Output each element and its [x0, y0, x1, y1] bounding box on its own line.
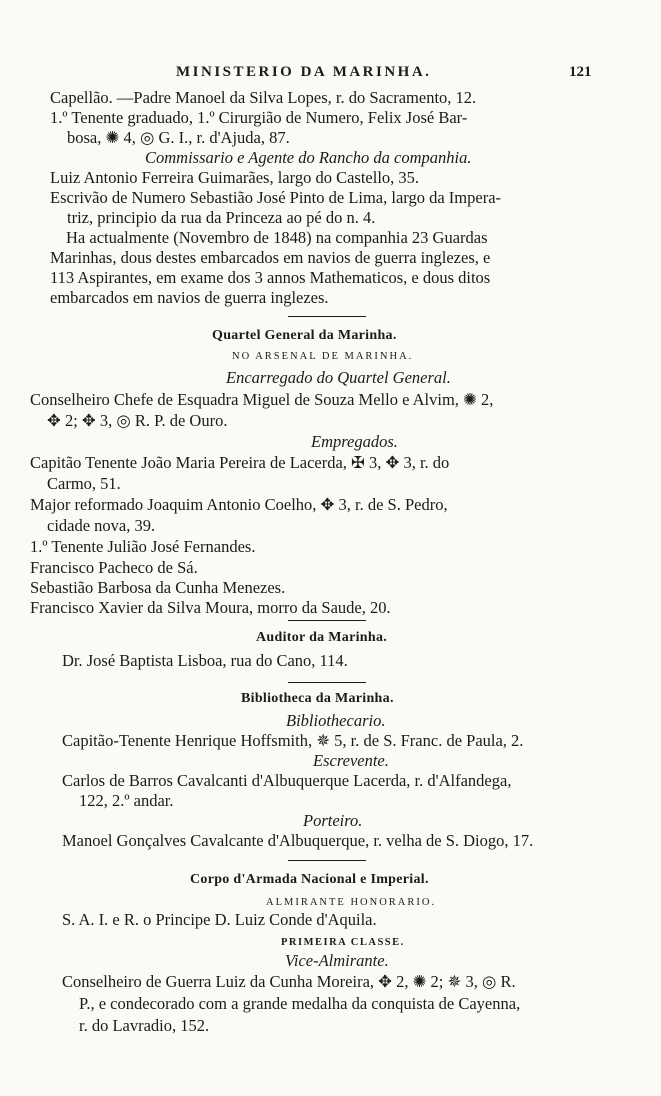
text-line-2: 1.º Tenente graduado, 1.º Cirurgião de Numero, Felix José Bar-	[50, 108, 468, 127]
text-line-24: Carlos de Barros Cavalcanti d'Albuquerque Lacerda, r. d'Alfandega,	[62, 771, 512, 790]
text-line-20: Sebastião Barbosa da Cunha Menezes.	[30, 578, 286, 597]
text-line-5: Luiz Antonio Ferreira Guimarães, largo do Castello, 35.	[50, 168, 420, 187]
running-header-title: MINISTERIO DA MARINHA.	[176, 64, 432, 80]
subheading-commissario: Commissario e Agente do Rancho da companhia.	[145, 148, 472, 167]
section-title-auditor: Auditor da Marinha.	[256, 630, 388, 645]
subheading-porteiro: Porteiro.	[303, 811, 363, 830]
section-divider	[288, 860, 366, 861]
text-line-1: Capellão. —Padre Manoel da Silva Lopes, r. do Sacramento, 12.	[50, 88, 477, 107]
text-line-22: Dr. José Baptista Lisboa, rua do Cano, 114.	[62, 651, 348, 670]
text-line-26: Manoel Gonçalves Cavalcante d'Albuquerque, r. velha de S. Diogo, 17.	[62, 831, 534, 850]
text-line-10: 113 Aspirantes, em exame dos 3 annos Mathematicos, e dous ditos	[50, 268, 491, 287]
text-line-12: Conselheiro Chefe de Esquadra Miguel de Souza Mello e Alvim, ✺ 2,	[30, 390, 494, 409]
subheading-empregados: Empregados.	[311, 432, 398, 451]
text-line-18: 1.º Tenente Julião José Fernandes.	[30, 537, 256, 556]
text-line-13: ✥ 2; ✥ 3, ◎ R. P. de Ouro.	[47, 411, 228, 430]
subheading-encarregado: Encarregado do Quartel General.	[226, 368, 451, 387]
text-line-19: Francisco Pacheco de Sá.	[30, 558, 198, 577]
text-line-15: Carmo, 51.	[47, 474, 121, 493]
subheading-vice-almirante: Vice-Almirante.	[285, 951, 389, 970]
text-line-25: 122, 2.º andar.	[79, 791, 174, 810]
subheading-escrevente: Escrevente.	[313, 751, 389, 770]
text-line-9: Marinhas, dous destes embarcados em navios de guerra inglezes, e	[50, 248, 491, 267]
text-line-6: Escrivão de Numero Sebastião José Pinto de Lima, largo da Impera-	[50, 188, 502, 207]
text-line-3: bosa, ✺ 4, ◎ G. I., r. d'Ajuda, 87.	[67, 128, 290, 147]
page-number: 121	[569, 64, 592, 80]
subheading-bibliothecario: Bibliothecario.	[286, 711, 386, 730]
text-line-16: Major reformado Joaquim Antonio Coelho, ✥ 3, r. de S. Pedro,	[30, 495, 448, 514]
section-divider	[288, 620, 366, 621]
text-line-28: Conselheiro de Guerra Luiz da Cunha Moreira, ✥ 2, ✺ 2; ✵ 3, ◎ R.	[62, 972, 516, 991]
section-title-quartel-general: Quartel General da Marinha.	[212, 328, 397, 343]
text-line-17: cidade nova, 39.	[47, 516, 156, 535]
text-line-21: Francisco Xavier da Silva Moura, morro da Saude, 20.	[30, 598, 391, 617]
text-line-29: P., e condecorado com a grande medalha da conquista de Cayenna,	[79, 994, 521, 1013]
text-line-11: embarcados em navios de guerra inglezes.	[50, 288, 329, 307]
text-line-7: triz, principio da rua da Princeza ao pé do n. 4.	[67, 208, 376, 227]
section-subtitle-arsenal: NO ARSENAL DE MARINHA.	[232, 351, 414, 362]
text-line-23: Capitão-Tenente Henrique Hoffsmith, ✵ 5, r. de S. Franc. de Paula, 2.	[62, 731, 524, 750]
section-subtitle-almirante: ALMIRANTE HONORARIO.	[266, 897, 437, 908]
section-divider	[288, 316, 366, 317]
text-line-30: r. do Lavradio, 152.	[79, 1016, 210, 1035]
section-title-corpo-armada: Corpo d'Armada Nacional e Imperial.	[190, 872, 429, 887]
section-subtitle-primeira-classe: PRIMEIRA CLASSE.	[281, 937, 405, 948]
section-title-bibliotheca: Bibliotheca da Marinha.	[241, 691, 394, 706]
text-line-8: Ha actualmente (Novembro de 1848) na companhia 23 Guardas	[66, 228, 488, 247]
section-divider	[288, 682, 366, 683]
text-line-14: Capitão Tenente João Maria Pereira de Lacerda, ✠ 3, ✥ 3, r. do	[30, 453, 450, 472]
text-line-27: S. A. I. e R. o Principe D. Luiz Conde d'Aquila.	[62, 910, 377, 929]
